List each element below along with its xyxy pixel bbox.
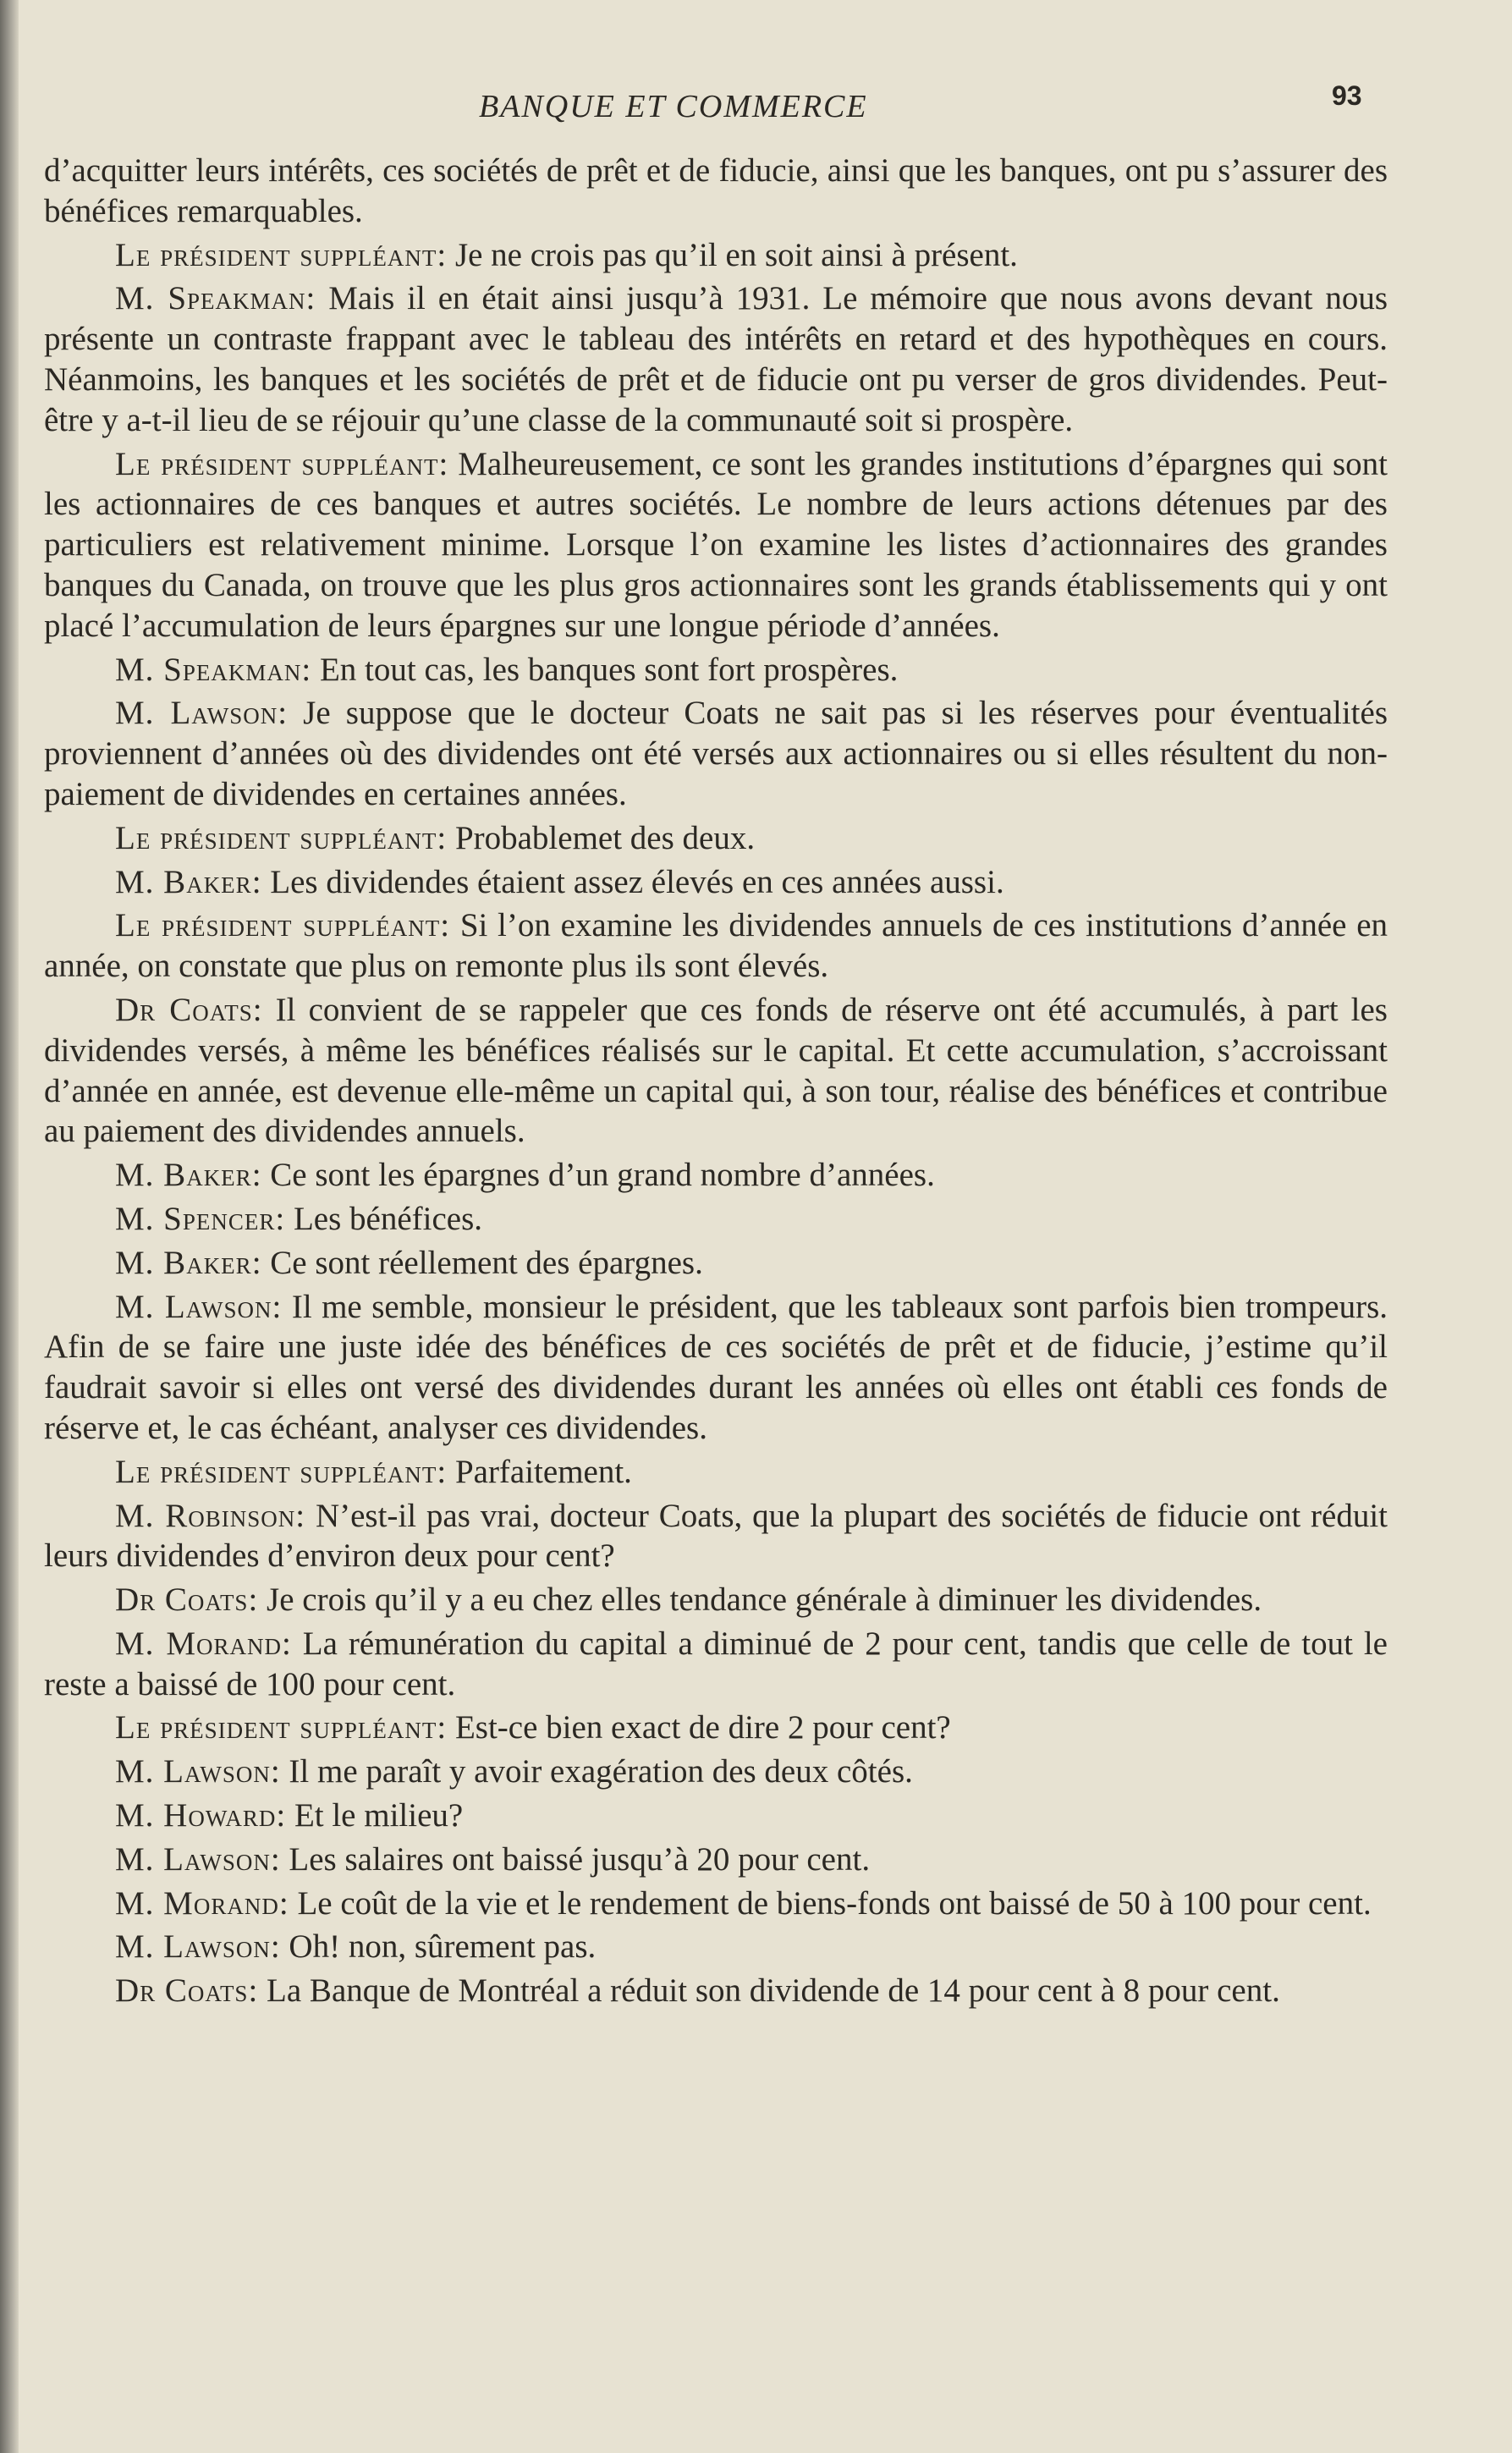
paragraph [44, 1452, 1388, 1493]
speaker-name: Le président suppléant: [115, 907, 451, 944]
speaker-name: M. Speakman: [115, 280, 316, 317]
paragraph [44, 1624, 1388, 1705]
speaker-name: Le président suppléant: [115, 819, 448, 856]
paragraph [44, 1155, 1388, 1196]
speaker-name: M. Baker: [115, 1157, 262, 1194]
speaker-name: Dr Coats: [115, 991, 263, 1028]
paragraph [44, 1796, 1388, 1836]
speaker-name: M. Morand: [115, 1884, 289, 1922]
speaker-name: Le président suppléant: [115, 445, 449, 482]
speaker-name: M. Speakman: [115, 651, 312, 688]
paragraph-text: Je ne crois pas qu’il en soit ainsi à présent. [447, 236, 1018, 273]
paragraph [44, 818, 1388, 859]
page-number: 93 [1332, 80, 1362, 111]
paragraph-text: Probablemet des deux. [447, 819, 756, 856]
paragraph-text: Je crois qu’il y a eu chez elles tendance générale à diminuer les dividendes. [258, 1581, 1262, 1619]
paragraph-text: Si l’on examine les dividendes annuels de ces institutions d’année en année, on constate que plus on remonte plus ils sont élevés. [44, 907, 1388, 985]
paragraph-text: Est-ce bien exact de dire 2 pour cent? [447, 1709, 951, 1746]
speaker-name: M. Lawson: [115, 1840, 281, 1878]
paragraph [44, 990, 1388, 1152]
paragraph-text: Oh! non, sûrement pas. [280, 1928, 597, 1966]
paragraph [44, 1243, 1388, 1284]
paragraph-text: En tout cas, les banques sont fort prospères. [311, 651, 899, 688]
paragraph [44, 444, 1388, 646]
paragraph [44, 650, 1388, 690]
paragraph [44, 905, 1388, 987]
paragraph [44, 1884, 1388, 1924]
paragraph-text: Le coût de la vie et le rendement de biens-fonds ont baissé de 50 à 100 pour cent. [289, 1884, 1372, 1922]
speaker-name: Le président suppléant: [115, 236, 448, 273]
paragraph [44, 1927, 1388, 1967]
paragraph-text: Ce sont réellement des épargnes. [261, 1244, 703, 1281]
paragraph [44, 1708, 1388, 1748]
speaker-name: M. Robinson: [115, 1497, 306, 1534]
paragraph [44, 1199, 1388, 1240]
paragraph [44, 1840, 1388, 1880]
paragraph-text: N’est-il pas vrai, docteur Coats, que la plupart des sociétés de fiducie ont réduit leurs dividendes d’environ deux pour cent? [44, 1497, 1388, 1575]
paragraph-text: La rémunération du capital a diminué de 2 pour cent, tandis que celle de tout le reste a baissé de 100 pour cent. [44, 1625, 1388, 1702]
speaker-name: M. Spencer: [115, 1200, 286, 1237]
paragraph [44, 235, 1388, 276]
scan-binding-edge [0, 0, 19, 2453]
running-title: BANQUE ET COMMERCE [479, 89, 868, 124]
page-body [44, 151, 1388, 2015]
speaker-name: M. Baker: [115, 1244, 262, 1281]
paragraph-text: Mais il en était ainsi jusqu’à 1931. Le mémoire que nous avons devant nous présente un contraste frappant avec le tableau des intérêts en retard et des hypothèques en cours. Néanmoins, les banques et les sociétés de prêt et de fiducie ont pu verser de gros dividendes. Peut-être y a-t-il lieu de se réjouir qu’une classe de la communauté soit si prospère. [44, 280, 1388, 438]
paragraph-text: Ce sont les épargnes d’un grand nombre d’années. [261, 1157, 935, 1194]
paragraph-text: Parfaitement. [447, 1453, 632, 1490]
speaker-name: M. Lawson: [115, 1288, 283, 1325]
speaker-name: Le président suppléant: [115, 1709, 448, 1746]
speaker-name: M. Lawson: [115, 695, 289, 732]
paragraph-text: Les salaires ont baissé jusqu’à 20 pour cent. [280, 1840, 871, 1878]
speaker-name: Dr Coats: [115, 1581, 259, 1619]
paragraph-text: Et le milieu? [286, 1797, 464, 1834]
speaker-name: M. Howard: [115, 1797, 287, 1834]
paragraph-text: Malheureusement, ce sont les grandes institutions d’épargnes qui sont les actionnaires de ces banques et autres sociétés. Le nombre de leurs actions détenues par des particuliers est relativement minime. Lorsque l’on examine les listes d’actionnaires des grandes banques du Canada, on trouve que les plus gros actionnaires sont les grands établissements qui y ont placé l’accumulation de leurs épargnes sur une longue période d’années. [44, 445, 1388, 644]
paragraph [44, 1287, 1388, 1449]
paragraph-text: Il convient de se rappeler que ces fonds de réserve ont été accumulés, à part les dividendes versés, à même les bénéfices réalisés sur le capital. Et cette accumulation, s’accroissant d’année en année, est devenue elle-même un capital qui, à son tour, réalise des bénéfices et contribue au paiement des dividendes annuels. [44, 991, 1388, 1150]
paragraph-text: Les bénéfices. [285, 1200, 483, 1237]
speaker-name: M. Lawson: [115, 1753, 281, 1790]
paragraph [44, 1580, 1388, 1620]
speaker-name: Le président suppléant: [115, 1453, 448, 1490]
paragraph [44, 1496, 1388, 1577]
paragraph [44, 278, 1388, 440]
speaker-name: M. Baker: [115, 863, 262, 900]
paragraph [44, 862, 1388, 903]
speaker-name: M. Lawson: [115, 1928, 281, 1966]
speaker-name: M. Morand: [115, 1625, 292, 1662]
paragraph-text: Les dividendes étaient assez élevés en ces années aussi. [261, 863, 1004, 900]
paragraph-text: La Banque de Montréal a réduit son dividende de 14 pour cent à 8 pour cent. [258, 1972, 1280, 2010]
paragraph-text: d’acquitter leurs intérêts, ces sociétés de prêt et de fiducie, ainsi que les banques, ont pu s’assurer des bénéfices remarquables. [44, 152, 1388, 229]
speaker-name: Dr Coats: [115, 1972, 259, 2010]
paragraph [44, 151, 1388, 232]
paragraph-text: Il me semble, monsieur le président, que les tableaux sont parfois bien trompeurs. Afin de se faire une juste idée des bénéfices de ces sociétés de prêt et de fiducie, j’estime qu’il faudrait savoir si elles ont versé des dividendes durant les années où elles ont établi ces fonds de réserve et, le cas échéant, analyser ces dividendes. [44, 1288, 1388, 1446]
paragraph-text: Je suppose que le docteur Coats ne sait pas si les réserves pour éventualités proviennent d’années où des dividendes ont été versés aux actionnaires ou si elles résultent du non-paiement de dividendes en certaines années. [44, 695, 1388, 812]
paragraph-text: Il me paraît y avoir exagération des deux côtés. [280, 1753, 913, 1790]
paragraph [44, 693, 1388, 814]
paragraph [44, 1971, 1388, 2011]
paragraph [44, 1752, 1388, 1792]
